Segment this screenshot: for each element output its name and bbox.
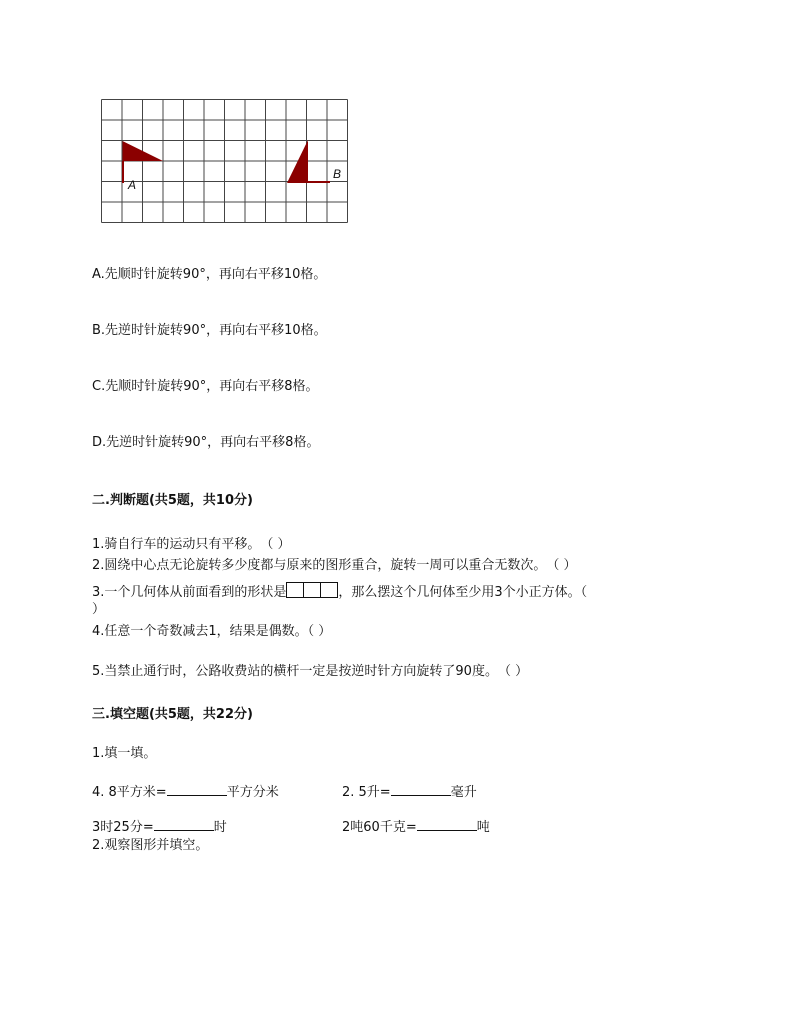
judge-q3 [92, 582, 587, 604]
answer-blank-2[interactable] [391, 783, 451, 796]
answer-blank-1[interactable] [167, 783, 227, 796]
fill-3-after: 时 [213, 820, 227, 835]
fill-row-1-left [92, 783, 279, 802]
label-b: B [333, 167, 342, 181]
judge-q3-text-after: ，那么摆这个几何体至少用3个小正方体。（ [338, 585, 588, 600]
judge-q5: 5.当禁止通行时，公路收费站的横杆一定是按逆时针方向旋转了90度。 （ ） [92, 664, 529, 679]
section3-title: 三.填空题(共5题，共22分) [92, 707, 253, 722]
fill-3-before: 3时25分= [92, 820, 154, 835]
fill-1-before: 4. 8平方米= [92, 785, 167, 800]
section2-title: 二.判断题(共5题，共10分) [92, 493, 253, 508]
answer-blank-3[interactable] [154, 818, 214, 831]
fill-2-before: 2. 5升= [342, 785, 391, 800]
judge-q1: 1.骑自行车的运动只有平移。 （ ） [92, 537, 291, 552]
option-d: D.先逆时针旋转90°，再向右平移8格。 [92, 435, 320, 450]
option-b: B.先逆时针旋转90°，再向右平移10格。 [92, 323, 327, 338]
rotation-grid-figure [101, 99, 351, 225]
judge-q4: 4.任意一个奇数减去1，结果是偶数。（ ） [92, 624, 332, 639]
fill-row-2-left [92, 818, 227, 837]
option-c: C.先顺时针旋转90°，再向右平移8格。 [92, 379, 319, 394]
judge-q3-tail: ） [92, 602, 106, 617]
fill-row-2-right [342, 818, 490, 837]
fill-row-1-right [342, 783, 477, 802]
fill-4-before: 2吨60千克= [342, 820, 417, 835]
option-a: A.先顺时针旋转90°，再向右平移10格。 [92, 267, 327, 282]
fill-q1: 1.填一填。 [92, 746, 157, 761]
fill-q2: 2.观察图形并填空。 [92, 838, 209, 853]
label-a: A [128, 178, 137, 192]
answer-blank-4[interactable] [417, 818, 477, 831]
judge-q2: 2.圆绕中心点无论旋转多少度都与原来的图形重合，旋转一周可以重合无数次。 （ ） [92, 558, 577, 573]
fill-1-after: 平方分米 [226, 785, 279, 800]
three-squares-icon [286, 582, 338, 604]
judge-q3-text-before: 3.一个几何体从前面看到的形状是 [92, 585, 287, 600]
fill-2-after: 毫升 [450, 785, 477, 800]
fill-4-after: 吨 [476, 820, 490, 835]
